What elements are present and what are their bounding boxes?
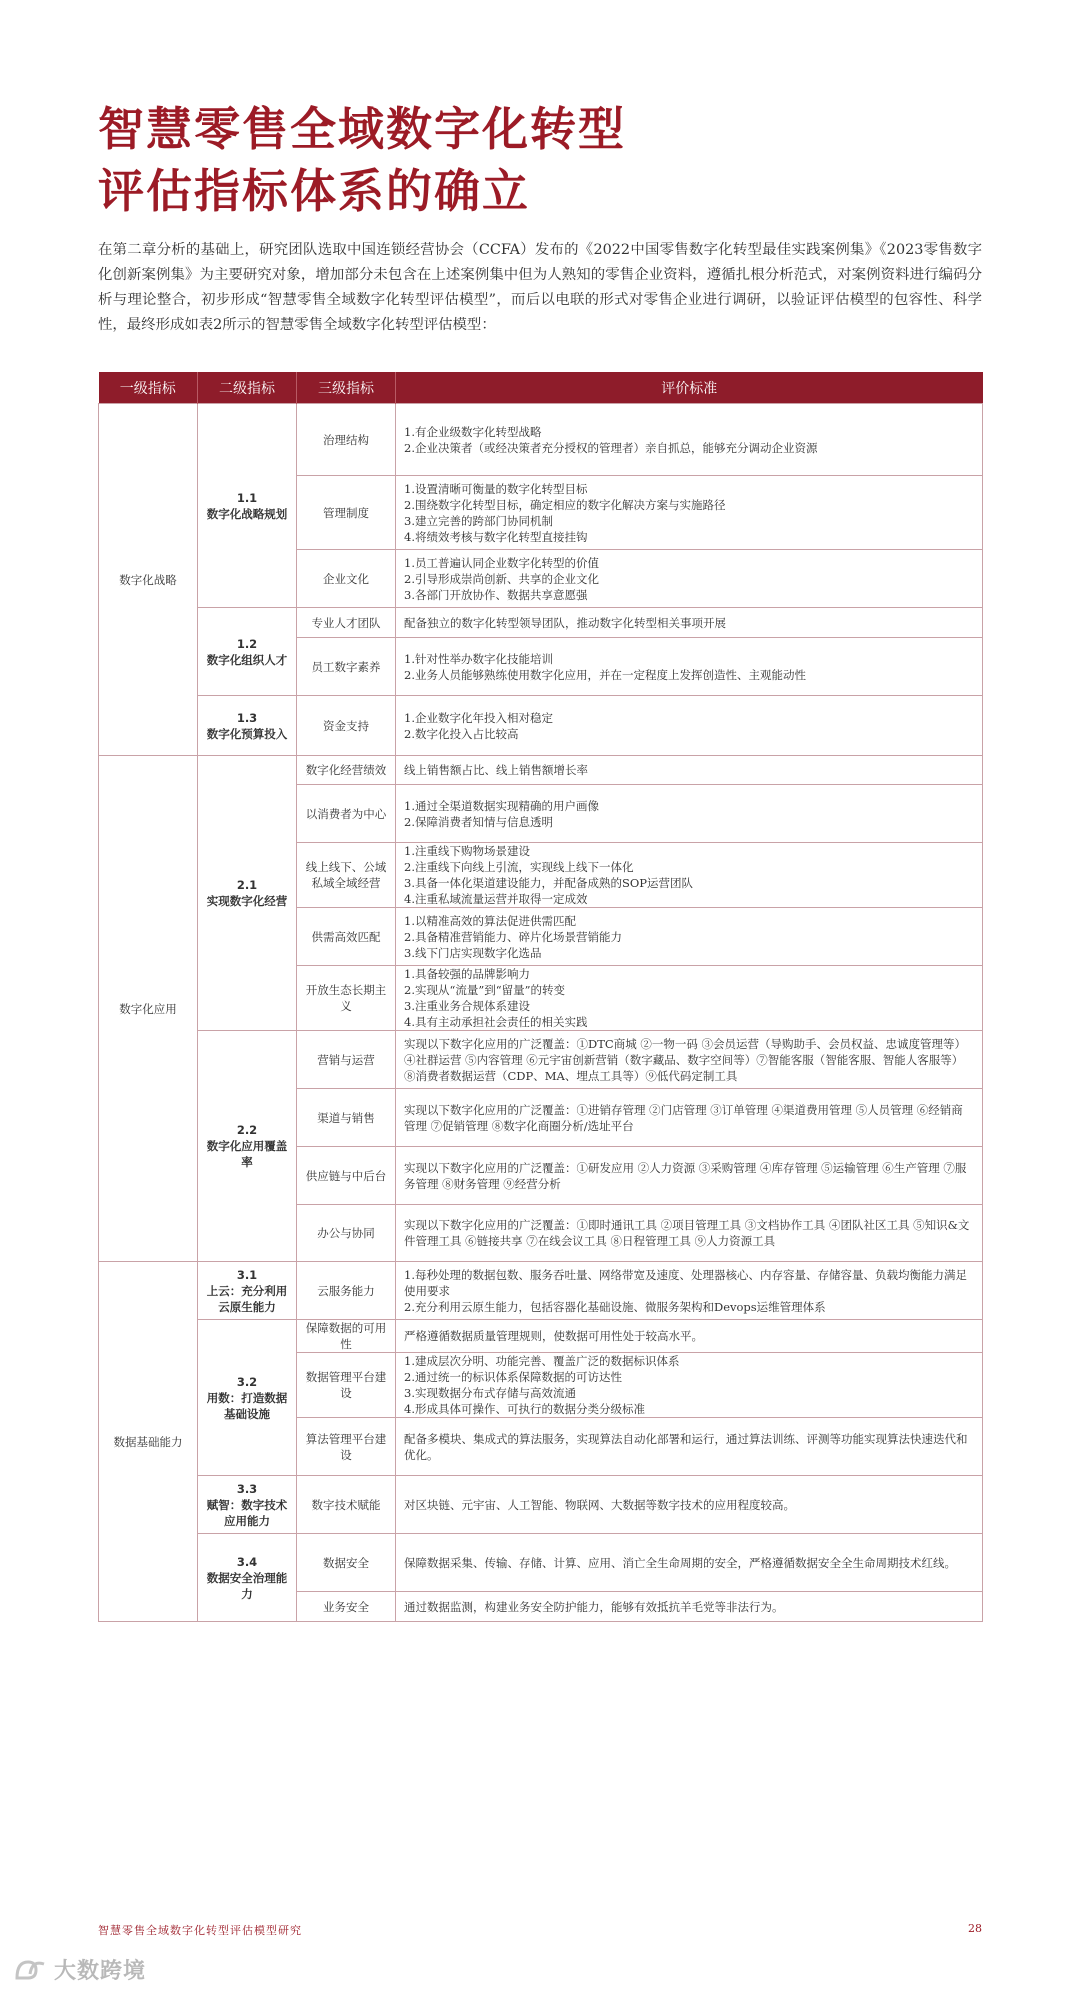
criteria-line: 2.企业决策者（或经决策者充分授权的管理者）亲自抓总，能够充分调动企业资源: [404, 440, 818, 455]
criteria-line: 4.形成具体可操作、可执行的数据分类分级标准: [404, 1402, 645, 1416]
criteria-line: 1.有企业级数字化转型战略: [404, 424, 542, 439]
watermark: [14, 1954, 146, 1985]
evaluation-criteria: [396, 696, 983, 756]
level2-number: 3.3: [236, 1481, 258, 1496]
header-criteria: 评价标准: [396, 372, 983, 404]
evaluation-criteria: [396, 1262, 983, 1320]
criteria-line: 2.具备精准营销能力、碎片化场景营销能力: [404, 929, 622, 944]
level3-indicator: 渠道与销售: [297, 1089, 396, 1147]
level2-name: 赋智：数字技术应用能力: [206, 1497, 288, 1528]
table-row: [99, 1031, 983, 1089]
level3-indicator: 企业文化: [297, 550, 396, 608]
level3-indicator: 保障数据的可用性: [297, 1320, 396, 1353]
criteria-line: 1.注重线下购物场景建设: [404, 844, 530, 858]
evaluation-criteria: [396, 404, 983, 476]
criteria-line: 3.各部门开放协作、数据共享意愿强: [404, 587, 588, 602]
page-number: 28: [968, 1922, 982, 1935]
criteria-line: 2.引导形成崇尚创新、共享的企业文化: [404, 571, 599, 586]
level1-indicator: 数据基础能力: [99, 1262, 198, 1622]
level2-indicator: [198, 1262, 297, 1320]
level2-name: 数字化战略规划: [206, 506, 288, 521]
criteria-line: 对区块链、元宇宙、人工智能、物联网、大数据等数字技术的应用程度较高。: [404, 1497, 795, 1512]
header-level1: 一级指标: [99, 372, 198, 404]
evaluation-criteria: [396, 966, 983, 1031]
criteria-line: 1.具备较强的品牌影响力: [404, 967, 530, 981]
level3-indicator: 开放生态长期主义: [297, 966, 396, 1031]
level2-name: 上云：充分利用云原生能力: [206, 1283, 288, 1314]
level2-name: 数字化预算投入: [206, 726, 288, 741]
level2-indicator: [198, 1031, 297, 1262]
level2-number: 1.1: [236, 490, 258, 505]
evaluation-index-table: [98, 372, 983, 1622]
table-row: [99, 1534, 983, 1592]
level3-indicator: 业务安全: [297, 1592, 396, 1622]
level3-indicator: 云服务能力: [297, 1262, 396, 1320]
table-row: [99, 404, 983, 476]
criteria-line: 1.设置清晰可衡量的数字化转型目标: [404, 481, 588, 496]
level2-number: 1.2: [236, 636, 258, 651]
level3-indicator: 治理结构: [297, 404, 396, 476]
level3-indicator: 以消费者为中心: [297, 785, 396, 843]
level2-number: 3.1: [236, 1267, 258, 1282]
evaluation-criteria: [396, 1592, 983, 1622]
criteria-line: 3.注重业务合规体系建设: [404, 999, 530, 1013]
title-line-1: 智慧零售全域数字化转型: [98, 102, 626, 156]
level1-indicator: 数字化战略: [99, 404, 198, 756]
level3-indicator: 线上线下、公域私域全域经营: [297, 843, 396, 908]
criteria-line: 2.业务人员能够熟练使用数字化应用，并在一定程度上发挥创造性、主观能动性: [404, 667, 806, 682]
level2-name: 数据安全治理能力: [206, 1570, 288, 1601]
evaluation-criteria: [396, 1534, 983, 1592]
criteria-line: 2.充分利用云原生能力，包括容器化基础设施、微服务架构和Devops运维管理体系: [404, 1299, 826, 1314]
criteria-line: 1.以精准高效的算法促进供需匹配: [404, 913, 576, 928]
criteria-line: 2.保障消费者知情与信息透明: [404, 814, 553, 829]
level3-indicator: 营销与运营: [297, 1031, 396, 1089]
criteria-line: 严格遵循数据质量管理规则，使数据可用性处于较高水平。: [404, 1329, 703, 1343]
evaluation-criteria: [396, 1031, 983, 1089]
criteria-line: 配备多模块、集成式的算法服务，实现算法自动化部署和运行，通过算法训练、评测等功能实现算法快速迭代和优化。: [404, 1431, 968, 1462]
criteria-line: 1.每秒处理的数据包数、服务吞吐量、网络带宽及速度、处理器核心、内存容量、存储容量、负载均衡能力满足使用要求: [404, 1267, 967, 1298]
level2-indicator: [198, 1534, 297, 1622]
level3-indicator: 数字化经营绩效: [297, 756, 396, 785]
level3-indicator: 供应链与中后台: [297, 1147, 396, 1205]
criteria-line: 4.具有主动承担社会责任的相关实践: [404, 1015, 588, 1029]
level3-indicator: 算法管理平台建设: [297, 1418, 396, 1476]
header-level3: 三级指标: [297, 372, 396, 404]
criteria-line: 实现以下数字化应用的广泛覆盖：①研发应用 ②人力资源 ③采购管理 ④库存管理 ⑤运输管理 ⑥生产管理 ⑦服务管理 ⑧财务管理 ⑨经营分析: [404, 1160, 967, 1191]
criteria-line: 4.注重私域流量运营并取得一定成效: [404, 892, 588, 906]
criteria-line: 3.建立完善的跨部门协同机制: [404, 513, 553, 528]
header-level2: 二级指标: [198, 372, 297, 404]
criteria-line: 3.线下门店实现数字化选品: [404, 945, 542, 960]
level2-name: 用数：打造数据基础设施: [206, 1390, 288, 1421]
level3-indicator: 数字技术赋能: [297, 1476, 396, 1534]
criteria-line: 保障数据采集、传输、存储、计算、应用、消亡全生命周期的安全，严格遵循数据安全全生命周期技术红线。: [404, 1555, 956, 1570]
level2-indicator: [198, 696, 297, 756]
intro-paragraph: 在第二章分析的基础上，研究团队选取中国连锁经营协会（CCFA）发布的《2022中国零售数字化转型最佳实践案例集》《2023零售数字化创新案例集》为主要研究对象，增加部分未包含在上述案例集中但为人熟知的零售企业资料，遵循扎根分析范式，对案例资料进行编码分析与理论整合，初步形成“智慧零售全域数字化转型评估模型”，而后以电联的形式对零售企业进行调研，以验证评估模型的包容性、科学性，最终形成如表2所示的智慧零售全域数字化转型评估模型：: [98, 242, 982, 333]
level2-number: 3.2: [236, 1374, 258, 1389]
evaluation-criteria: [396, 476, 983, 550]
table-row: [99, 1476, 983, 1534]
level3-indicator: 员工数字素养: [297, 638, 396, 696]
evaluation-criteria: [396, 1418, 983, 1476]
watermark-logo-icon: [14, 1956, 48, 1984]
criteria-line: 3.实现数据分布式存储与高效流通: [404, 1386, 576, 1400]
criteria-line: 1.通过全渠道数据实现精确的用户画像: [404, 798, 599, 813]
table-body: [99, 404, 983, 1622]
level1-indicator: 数字化应用: [99, 756, 198, 1262]
level2-name: 数字化组织人才: [206, 652, 288, 667]
level3-indicator: 专业人才团队: [297, 608, 396, 638]
evaluation-criteria: [396, 1353, 983, 1418]
criteria-line: 1.企业数字化年投入相对稳定: [404, 710, 553, 725]
table-row: [99, 1262, 983, 1320]
evaluation-criteria: [396, 843, 983, 908]
title-line-2: 评估指标体系的确立: [98, 164, 530, 218]
evaluation-criteria: [396, 1476, 983, 1534]
criteria-line: 通过数据监测，构建业务安全防护能力，能够有效抵抗羊毛党等非法行为。: [404, 1599, 784, 1614]
level2-indicator: [198, 608, 297, 696]
level3-indicator: 资金支持: [297, 696, 396, 756]
criteria-line: 1.员工普遍认同企业数字化转型的价值: [404, 555, 599, 570]
level3-indicator: 办公与协同: [297, 1205, 396, 1262]
level3-indicator: 供需高效匹配: [297, 908, 396, 966]
level2-number: 3.4: [236, 1554, 258, 1569]
evaluation-criteria: [396, 608, 983, 638]
level2-indicator: [198, 756, 297, 1031]
evaluation-criteria: [396, 908, 983, 966]
criteria-line: 配备独立的数字化转型领导团队，推动数字化转型相关事项开展: [404, 615, 726, 630]
evaluation-criteria: [396, 1205, 983, 1262]
criteria-line: 2.围绕数字化转型目标，确定相应的数字化解决方案与实施路径: [404, 497, 726, 512]
level2-indicator: [198, 1476, 297, 1534]
level3-indicator: 管理制度: [297, 476, 396, 550]
level2-number: 1.3: [236, 710, 258, 725]
criteria-line: 3.具备一体化渠道建设能力，并配备成熟的SOP运营团队: [404, 876, 694, 890]
criteria-line: 2.注重线下向线上引流，实现线上线下一体化: [404, 860, 634, 874]
criteria-line: 实现以下数字化应用的广泛覆盖：①进销存管理 ②门店管理 ③订单管理 ④渠道费用管理 ⑤人员管理 ⑥经销商管理 ⑦促销管理 ⑧数字化商圈分析/选址平台: [404, 1102, 963, 1133]
footer-text: 智慧零售全域数字化转型评估模型研究: [98, 1924, 302, 1937]
level2-name: 数字化应用覆盖率: [206, 1139, 288, 1169]
evaluation-criteria: [396, 638, 983, 696]
criteria-line: 4.将绩效考核与数字化转型直接挂钩: [404, 529, 588, 544]
page-title: [98, 98, 998, 222]
level2-name: 实现数字化经营: [206, 894, 288, 908]
criteria-line: 实现以下数字化应用的广泛覆盖：①DTC商城 ②一物一码 ③会员运营（导购助手、会员权益、忠诚度管理等）④社群运营 ⑤内容管理 ⑥元宇宙创新营销（数字藏品、数字空间等）⑦智能客服（智能客服、智能人客服等）⑧消费者数据运营（CDP、MA、埋点工具等）⑨低代码定制工具: [404, 1036, 966, 1083]
level2-number: 2.2: [236, 1123, 258, 1137]
level2-number: 2.1: [236, 878, 258, 892]
table-row: [99, 756, 983, 785]
criteria-line: 2.通过统一的标识体系保障数据的可访达性: [404, 1370, 622, 1384]
criteria-line: 线上销售额占比、线上销售额增长率: [404, 763, 588, 777]
level3-indicator: 数据安全: [297, 1534, 396, 1592]
criteria-line: 1.针对性举办数字化技能培训: [404, 651, 553, 666]
criteria-line: 2.数字化投入占比较高: [404, 726, 519, 741]
watermark-text: 大数跨境: [54, 1959, 147, 1984]
evaluation-criteria: [396, 1147, 983, 1205]
table-row: [99, 696, 983, 756]
table-header-row: [99, 372, 983, 404]
evaluation-criteria: [396, 785, 983, 843]
evaluation-criteria: [396, 550, 983, 608]
table-row: [99, 1320, 983, 1353]
criteria-line: 2.实现从“流量”到“留量”的转变: [404, 983, 565, 997]
level2-indicator: [198, 1320, 297, 1476]
level3-indicator: 数据管理平台建设: [297, 1353, 396, 1418]
evaluation-criteria: [396, 756, 983, 785]
evaluation-criteria: [396, 1089, 983, 1147]
criteria-line: 实现以下数字化应用的广泛覆盖：①即时通讯工具 ②项目管理工具 ③文档协作工具 ④团队社区工具 ⑤知识&文件管理工具 ⑥链接共享 ⑦在线会议工具 ⑧日程管理工具 ⑨人力资源工具: [404, 1218, 970, 1248]
criteria-line: 1.建成层次分明、功能完善、覆盖广泛的数据标识体系: [404, 1354, 680, 1368]
table-row: [99, 608, 983, 638]
level2-indicator: [198, 404, 297, 608]
evaluation-criteria: [396, 1320, 983, 1353]
